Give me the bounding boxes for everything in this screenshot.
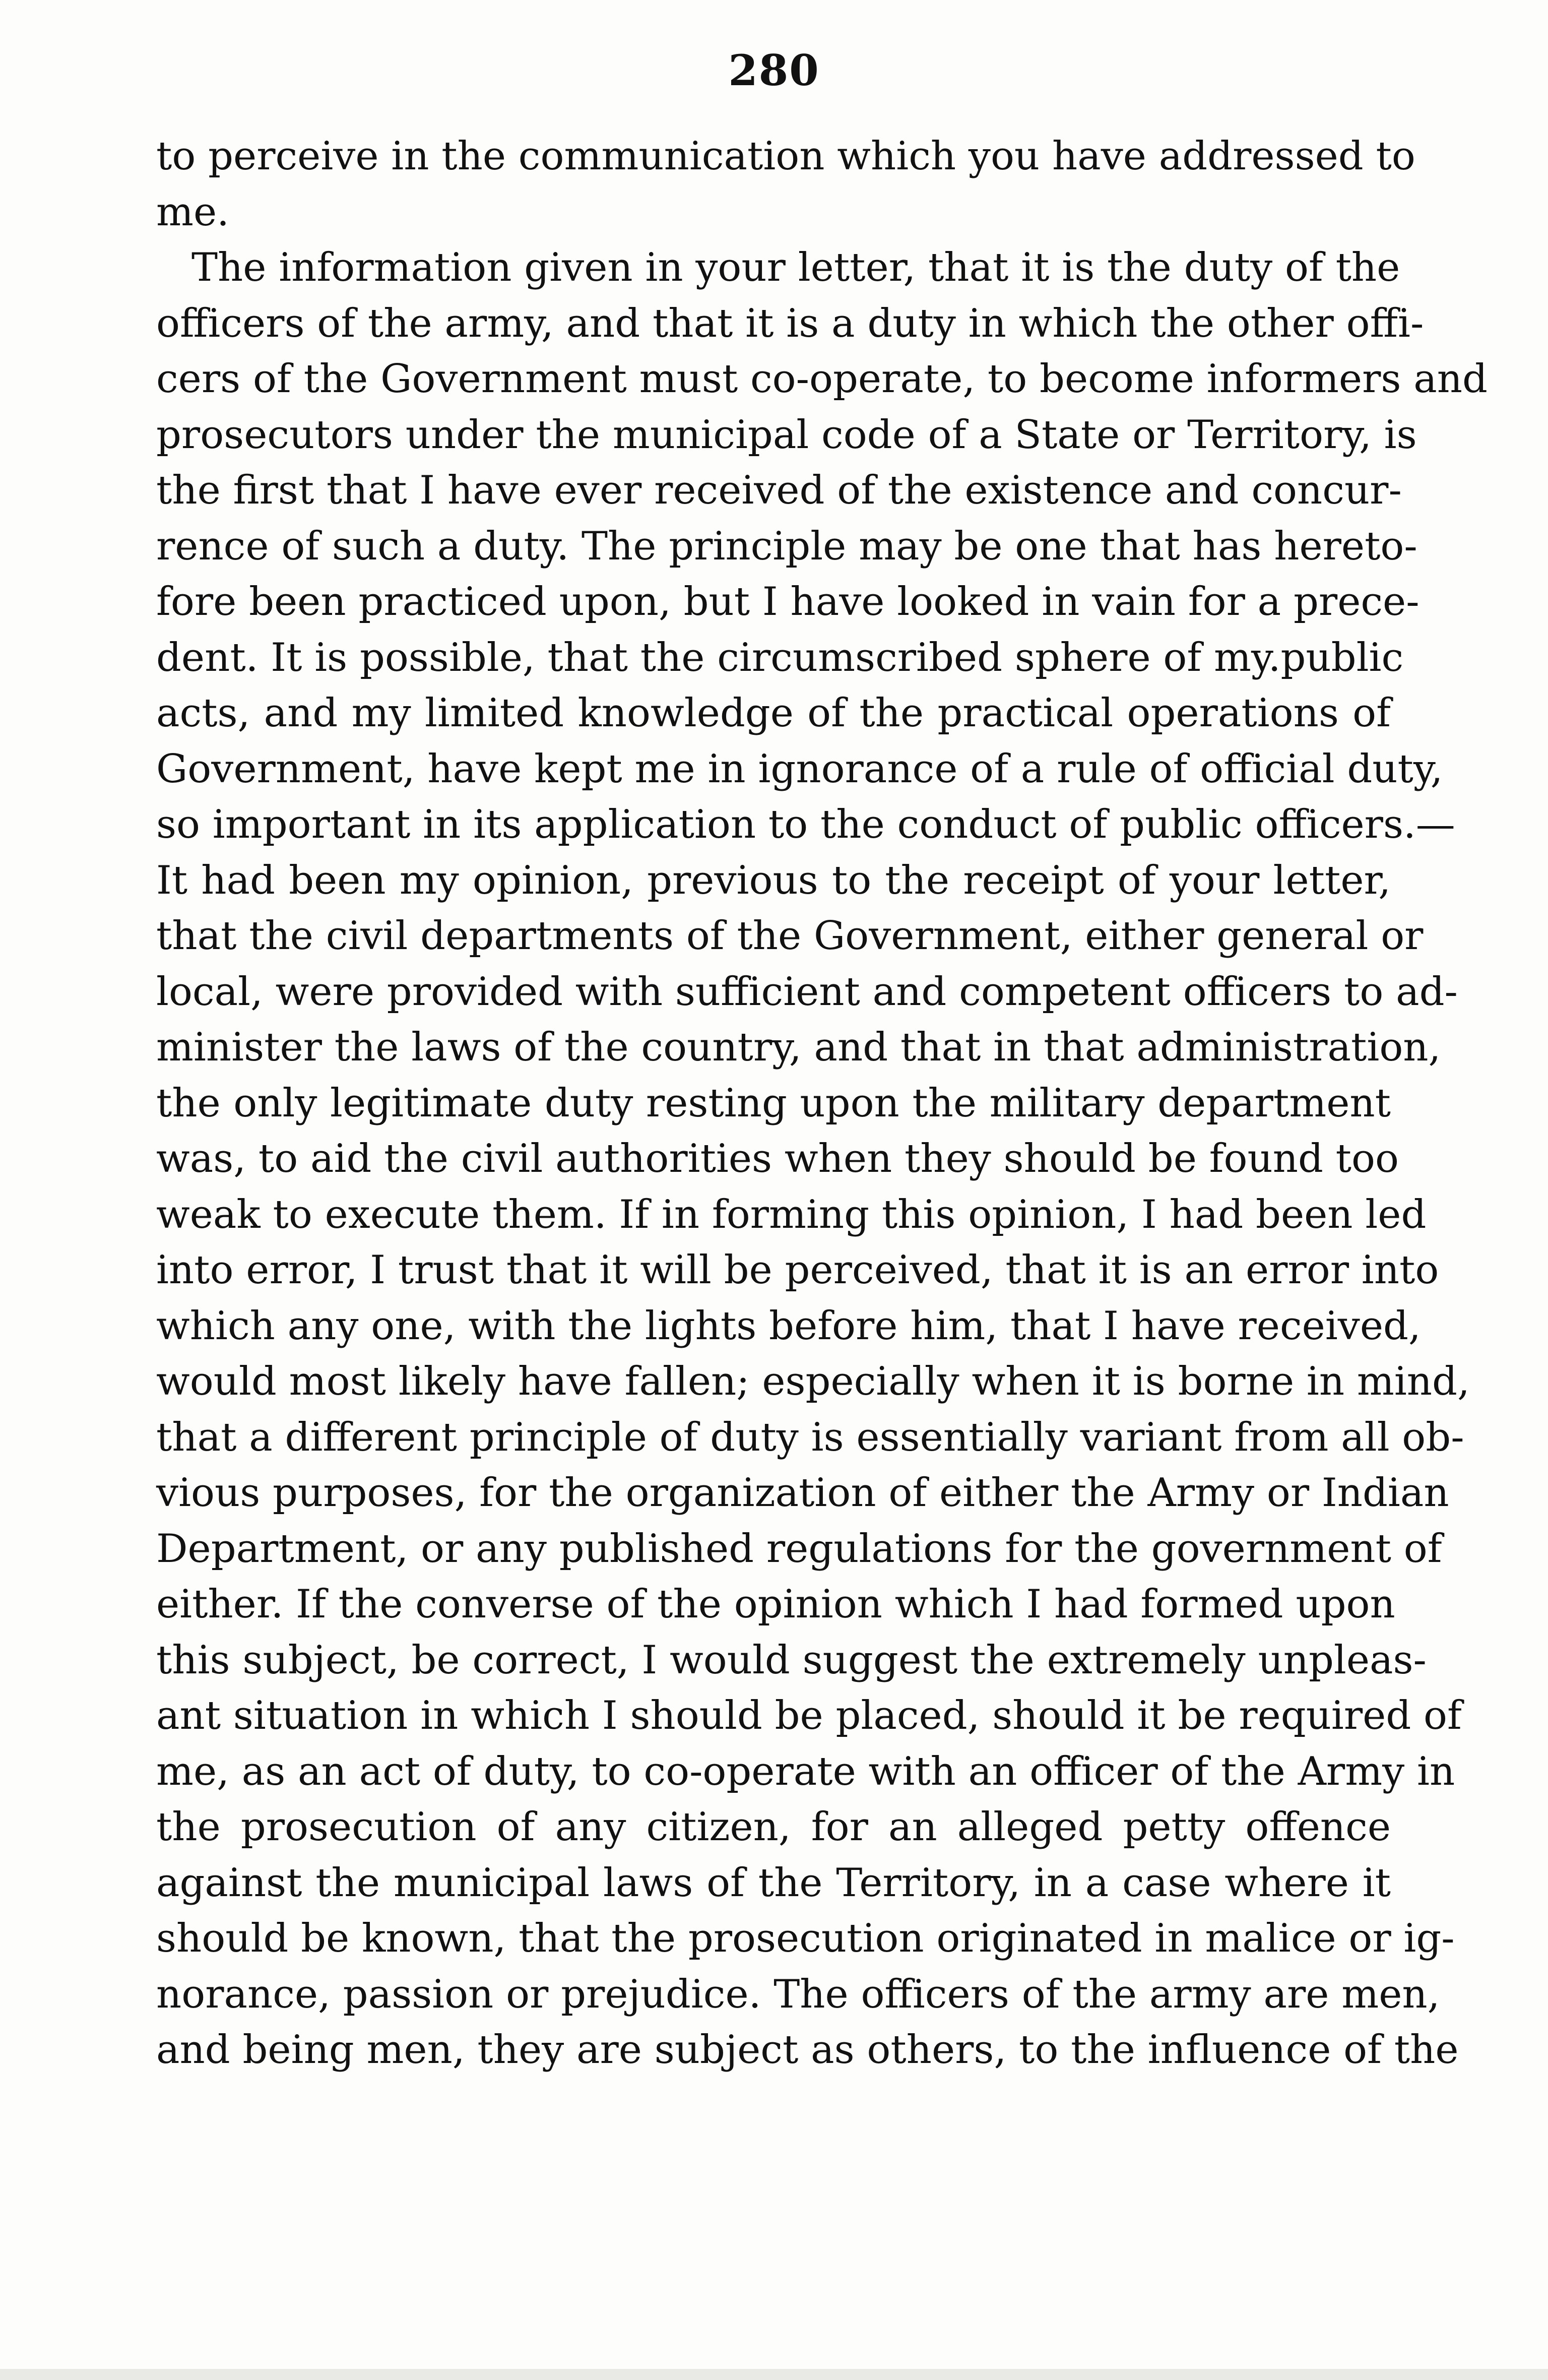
text-line: officers of the army, and that it is a duty in which the other offi-: [156, 300, 1424, 346]
text-line: that a different principle of duty is essentially variant from all ob-: [156, 1414, 1464, 1460]
text-line: dent. It is possible, that the circumscribed sphere of my.public: [156, 635, 1404, 680]
text-line: was, to aid the civil authorities when they should be found too: [156, 1136, 1399, 1181]
body-text: [156, 129, 1488, 2078]
text-line: would most likely have fallen; especially when it is borne in mind,: [156, 1359, 1470, 1404]
text-line: into error, I trust that it will be perceived, that it is an error into: [156, 1247, 1439, 1293]
text-line: me.: [156, 189, 229, 235]
text-line: and being men, they are subject as others, to the influence of the: [156, 2027, 1459, 2073]
text-line: that the civil departments of the Government, either general or: [156, 913, 1424, 959]
text-line: weak to execute them. If in forming this opinion, I had been led: [156, 1192, 1427, 1237]
text-line: minister the laws of the country, and that in that administration,: [156, 1025, 1441, 1070]
text-line: so important in its application to the conduct of public officers.—: [156, 802, 1455, 847]
text-line: cers of the Government must co-operate, to become informers and: [156, 356, 1488, 402]
text-line: should be known, that the prosecution originated in malice or ig-: [156, 1916, 1455, 1961]
text-line: local, were provided with sufficient and competent officers to ad-: [156, 969, 1458, 1015]
text-line: The information given in your letter, that it is the duty of the: [191, 245, 1400, 290]
text-line: prosecutors under the municipal code of a State or Territory, is: [156, 412, 1417, 458]
text-line: Department, or any published regulations for the government of: [156, 1526, 1442, 1572]
text-line: ant situation in which I should be placed, should it be required of: [156, 1693, 1462, 1738]
page-bottom-edge: [0, 2369, 1548, 2380]
text-line: me, as an act of duty, to co-operate with an officer of the Army in: [156, 1748, 1455, 1794]
text-line: fore been practiced upon, but I have looked in vain for a prece-: [156, 579, 1420, 624]
text-line: the first that I have ever received of the existence and concur-: [156, 468, 1402, 513]
text-line: It had been my opinion, previous to the receipt of your letter,: [156, 857, 1391, 903]
text-line: the only legitimate duty resting upon the military department: [156, 1080, 1391, 1126]
text-line: this subject, be correct, I would suggest the extremely unpleas-: [156, 1637, 1427, 1683]
text-line: rence of such a duty. The principle may be one that has hereto-: [156, 523, 1417, 569]
text-line: Government, have kept me in ignorance of a rule of official duty,: [156, 746, 1443, 792]
text-line: against the municipal laws of the Territory, in a case where it: [156, 1860, 1391, 1906]
page-number: 280: [728, 45, 820, 95]
text-line: norance, passion or prejudice. The officers of the army are men,: [156, 1971, 1440, 2017]
text-line: which any one, with the lights before him, that I have received,: [156, 1303, 1421, 1349]
text-line: to perceive in the communication which you have addressed to: [156, 134, 1415, 179]
text-line: either. If the converse of the opinion which I had formed upon: [156, 1582, 1395, 1627]
text-line: the prosecution of any citizen, for an alleged petty offence: [156, 1804, 1391, 1850]
text-line: vious purposes, for the organization of either the Army or Indian: [156, 1470, 1449, 1516]
text-line: acts, and my limited knowledge of the practical operations of: [156, 691, 1391, 736]
